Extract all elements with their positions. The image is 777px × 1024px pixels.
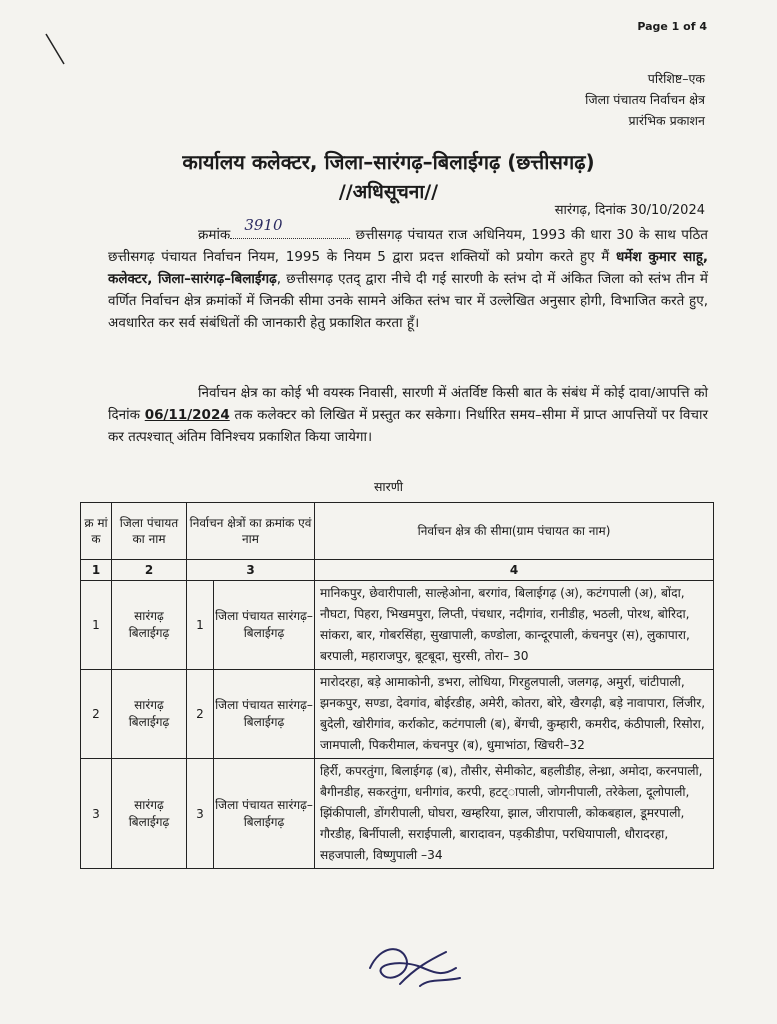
row-serial: 3 — [81, 759, 112, 869]
row-boundary: मानिकपुर, छेवारीपाली, साल्हेओना, बरगांव, बिलाईगढ़ (अ), कटंगपाली (अ), बोंदा, नौघटा, पिहरा, भिखमपुरा, लिप्ती, पंचधार, नदीगांव, रानीडीह, भठली, पोरथ, बोरिदा, सांकरा, बार, गोबरसिंहा, सुखापाली, कण्डोला, कान्दूरपाली, कंचनपुर (स), लुकापारा, बरपाली, महाराजपुर, बूटबूदा, सुरसी, तोरा– 30 — [315, 581, 714, 670]
col-number-3: 3 — [187, 560, 315, 581]
col-number-4: 4 — [315, 560, 714, 581]
table-row — [81, 759, 714, 869]
table-caption: सारणी — [373, 479, 404, 494]
appendix-line-1: परिशिष्ट–एक — [647, 71, 705, 86]
row-constituency-name: जिला पंचायत सारंगढ़–बिलाईगढ़ — [214, 581, 315, 670]
row-constituency-number: 1 — [187, 581, 214, 670]
col-number-1: 1 — [81, 560, 112, 581]
constituency-table — [80, 502, 714, 869]
row-district: सारंगढ़ बिलाईगढ़ — [112, 670, 187, 759]
row-constituency-name: जिला पंचायत सारंगढ़–बिलाईगढ़ — [214, 670, 315, 759]
notification-heading: //अधिसूचना// — [338, 181, 439, 203]
para2-text-a: निर्वाचन क्षेत्र का कोई भी वयस्क निवासी, सारणी में अंतर्विष्ट किसी बात के संबंध में कोई दावा/आपत्ति को दिनांक — [108, 385, 708, 423]
row-boundary: हिर्री, कपरतुंगा, बिलाईगढ़ (ब), तौसीर, सेमीकोट, बहलीडीह, लेन्ध्रा, अमोदा, करनपाली, बैगीनडीह, सकरतुंगा, धनीगांव, करपी, हटट्ापाली, जोगनीपाली, तरेकेला, दूलोपाली, झिंकीपाली, डोंगरीपाली, घोघरा, खम्हरिया, झाल, जीरापाली, कोकबहाल, डूमरपाली, गौरडीह, बिर्नीपाली, सराईपाली, बारादावन, पड़कीडीपा, परधियापाली, धौरादरहा, सहजपाली, विष्णुपाली –34 — [315, 759, 714, 869]
appendix-block — [585, 68, 705, 131]
para1-text-a: छत्तीसगढ़ पंचायत राज अधिनियम, 1993 की धारा 30 के साथ पठित छत्तीसगढ़ पंचायत निर्वाचन नियम, 1995 के नियम 5 द्वारा प्रदत्त शक्तियों को प्रयोग करते हुए मैं — [108, 227, 708, 265]
table-header-row — [81, 503, 714, 560]
table-row — [81, 581, 714, 670]
para2-text-b: तक कलेक्टर को लिखित में प्रस्तुत कर सकेगा। निर्धारित समय–सीमा में प्राप्त आपत्तियों पर विचार कर तत्पश्चात् अंतिम विनिश्चय प्रकाशित किया जायेगा। — [108, 407, 708, 445]
handwritten-reference-number: 3910 — [244, 216, 283, 234]
row-serial: 1 — [81, 581, 112, 670]
header-district: जिला पंचायत का नाम — [112, 503, 187, 560]
header-constituency: निर्वाचन क्षेत्रों का क्रमांक एवं नाम — [187, 503, 315, 560]
place-date: सारंगढ़, दिनांक 30/10/2024 — [554, 203, 705, 218]
row-constituency-number: 2 — [187, 670, 214, 759]
reference-number-field — [230, 216, 350, 239]
officer-name: धर्मेश कुमार साहू, कलेक्टर, जिला–सारंगढ़–बिलाईगढ़ — [108, 249, 708, 287]
header-serial: क्र मां क — [81, 503, 112, 560]
col-number-2: 2 — [112, 560, 187, 581]
row-district: सारंगढ़ बिलाईगढ़ — [112, 759, 187, 869]
table-row — [81, 670, 714, 759]
row-constituency-number: 3 — [187, 759, 214, 869]
para1-text-b: , छत्तीसगढ़ एतद् द्वारा नीचे दी गई सारणी के स्तंभ दो में अंकित जिला को स्तंभ तीन में वर्णित निर्वाचन क्षेत्र क्रमांकों में जिनकी सीमा उनके सामने अंकित स्तंभ चार में उल्लेखित अनुसार होगी, विभाजित करते हुए, अवधारित कर सर्व संबंधितों की जानकारी हेतु प्रकाशित करता हूँ। — [108, 271, 708, 331]
appendix-line-2: जिला पंचातय निर्वाचन क्षेत्र — [585, 92, 705, 107]
row-constituency-name: जिला पंचायत सारंगढ़–बिलाईगढ़ — [214, 759, 315, 869]
row-district: सारंगढ़ बिलाईगढ़ — [112, 581, 187, 670]
objection-deadline: 06/11/2024 — [144, 407, 230, 423]
page-number: Page 1 of 4 — [637, 20, 707, 33]
appendix-line-3: प्रारंभिक प्रकाशन — [628, 113, 705, 128]
signature — [360, 938, 470, 998]
header-boundary: निर्वाचन क्षेत्र की सीमा(ग्राम पंचायत का नाम) — [315, 503, 714, 560]
row-serial: 2 — [81, 670, 112, 759]
column-number-row — [81, 560, 714, 581]
pen-stroke-mark — [42, 30, 72, 70]
row-boundary: मारोदरहा, बड़े आमाकोनी, डभरा, लोधिया, गिरहुलपाली, जलगढ़, अमुर्रा, चांटीपाली, झनकपुर, सण्डा, देवगांव, बोईरडीह, अमेरी, कोतरा, बोरे, खैरगढ़ी, बड़े नावापारा, लिंजीर, बुदेली, खोरीगांव, कर्राकोट, कटंगपाली (ब), बेंगची, कुम्हारी, कमरीद, कंठीपाली, रिसोरा, जामपाली, पिकरीमाल, कंचनपुर (ब), धुमाभांठा, खिचरी–32 — [315, 670, 714, 759]
notification-paragraph-1 — [108, 216, 708, 334]
document-title: कार्यालय कलेक्टर, जिला–सारंगढ़–बिलाईगढ़ (छत्तीसगढ़) — [182, 150, 595, 174]
kramank-label: क्रमांक — [198, 227, 231, 243]
notification-paragraph-2 — [108, 382, 708, 448]
